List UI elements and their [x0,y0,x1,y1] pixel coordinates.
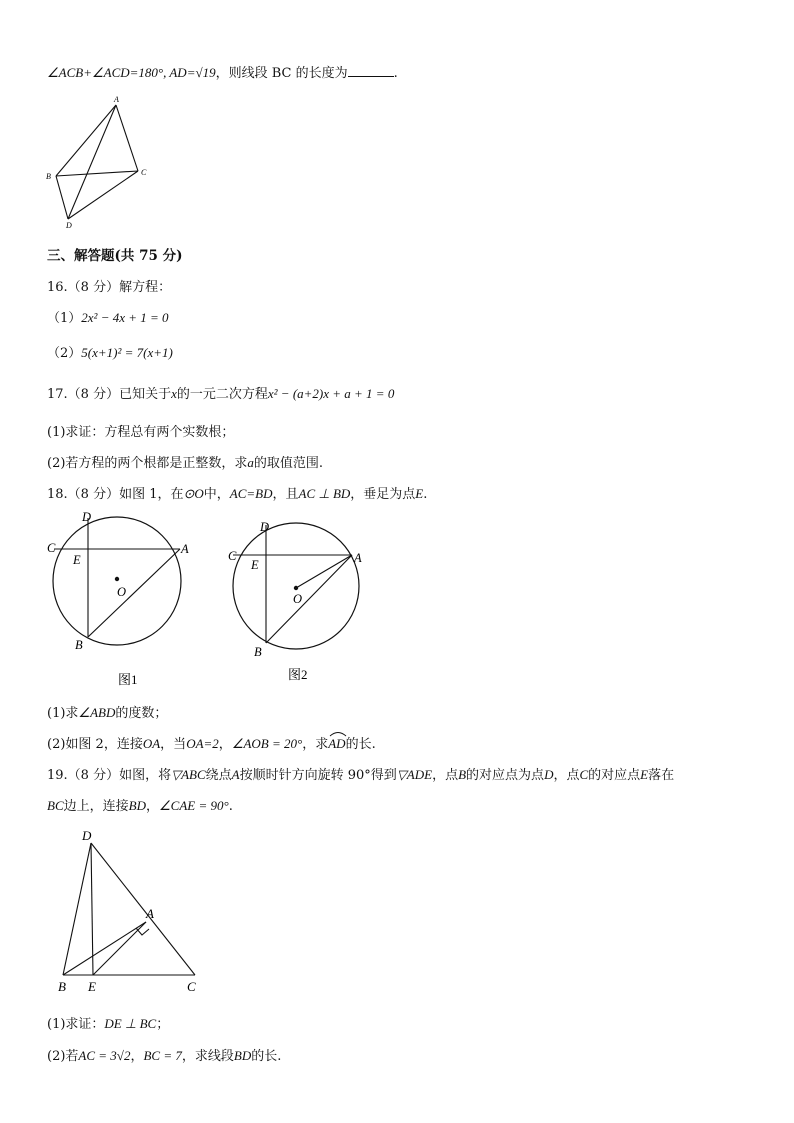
fig1-label-d: D [82,510,92,524]
q16-part2 [47,342,173,361]
fig1-label-e: E [73,553,81,567]
q16-stem: 16.（8 分）解方程： [47,280,172,295]
q19-stem-c: 按顺时针方向旋转 90°得到 [239,768,397,783]
answer-blank [348,64,394,77]
q19-label-d: D [82,828,92,843]
q19-tri2: ▽ADE [396,767,433,782]
q18-p1-angle: ∠ABD [78,705,116,720]
fig15-label-c: C [141,168,147,177]
q19-stem-h: 落在 [648,768,675,783]
q18-stem [47,483,427,502]
fig2-label-b: B [254,645,262,659]
q15-formula: ∠ACB+∠ACD=180°, AD=√19 [47,65,216,80]
q19-line2-angle: ∠CAE = 90° [159,798,229,813]
q19-stem-g: 的对应点 [588,768,641,783]
q19-stem-b: 绕点 [205,768,232,783]
q18-p2-e: 的长. [345,737,376,752]
q19-p1-a: (1)求证： [47,1017,105,1032]
q19-label-e: E [88,979,96,994]
q18-stem-d: ，垂足为点 [350,487,416,502]
fig2-label-o: O [293,592,303,606]
q17-stem-a: 17.（8 分）已知关于 [47,387,172,402]
fig2-label-c: C [228,549,237,563]
q18-point-e: E [415,486,424,501]
section3-title: 三、解答题(共 75 分) [47,248,183,264]
q18-p2-c: ， [218,737,232,752]
q19-pa: A [231,767,240,782]
q19-pb: B [458,767,467,782]
q15-figure [40,92,160,232]
q19-p2-b: ， [130,1049,144,1064]
q19-line2-e: . [228,799,233,814]
q19-p2-a: (2)若 [47,1049,79,1064]
q17-p2-a: (2)若方程的两个根都是正整数，求 [47,456,248,471]
q18-p1-b: 的度数； [115,706,168,721]
q18-stem-e: . [423,487,428,502]
q17-p2-b: 的取值范围. [253,456,324,471]
q19-line2-b: 边上，连接 [63,799,129,814]
q19-line2-a: BC [47,798,64,813]
q19-part1 [47,1013,169,1032]
q18-part1 [47,702,167,721]
q18-stem-a: 18.（8 分）如图 1，在 [47,487,184,502]
q16-p2-num: （2） [47,346,82,361]
q19-tri1: ▽ABC [171,767,206,782]
q19-part2 [47,1045,281,1064]
q19-p1-b: ； [156,1017,170,1032]
q16-p2-eq: 5(x+1)² = 7(x+1) [81,345,173,360]
q17-p2-var: a [247,455,254,470]
q15-text: ，则线段 BC 的长度为 [215,66,348,81]
q17-stem-b: 的一元二次方程 [176,387,268,402]
q19-stem-d: ，点 [432,768,459,783]
fig1-label-c: C [47,541,56,555]
q19-stem-a: 19.（8 分）如图，将 [47,768,172,783]
q16-p1-num: （1） [47,311,82,326]
fig1-label-a: A [181,542,189,556]
q15-tail-line [47,62,398,81]
q18-p2-arc-label: AD [328,736,346,751]
q19-label-a: A [146,906,154,921]
q18-p2-oaval: OA=2 [186,736,219,751]
q19-line2-d: ， [145,799,159,814]
q18-p1-a: (1)求 [47,706,79,721]
q18-figure1 [40,508,200,693]
q19-pd: D [544,767,554,782]
q18-circle: ⊙O [183,486,204,501]
q15-end: . [393,66,398,81]
q19-p2-bd: BD [233,1048,252,1063]
fig15-label-d: D [66,221,72,230]
q19-p2-c: ，求线段 [181,1049,234,1064]
fig2-label-d: D [260,520,270,534]
q19-line2-c: BD [128,798,146,813]
fig1-caption: 图1 [118,672,138,687]
fig2-label-e: E [251,558,259,572]
fig15-label-b: B [46,172,51,181]
q19-pe: E [640,767,649,782]
q19-p2-ac: AC = 3√2 [78,1048,131,1063]
q19-label-c: C [187,979,196,994]
q18-p2-oa: OA [142,736,161,751]
q18-p2-angle: ∠AOB = 20° [231,736,303,751]
q17-stem [47,383,394,402]
q18-cond2: AC ⊥ BD [298,486,351,501]
fig2-label-a: A [354,551,362,565]
q18-stem-b: 中， [203,487,230,502]
arc-symbol-icon [329,731,347,737]
q17-var: x [171,386,177,401]
q18-p2-a: (2)如图 2，连接 [47,737,143,752]
q18-figure2 [222,512,382,692]
q19-label-b: B [58,979,66,994]
q18-p2-arc [328,736,345,752]
q19-p2-d: 的长. [251,1049,282,1064]
q19-stem-line2 [47,795,233,814]
q18-part2 [47,733,376,752]
q17-part2 [47,452,323,471]
q16-part1 [47,307,169,326]
q18-cond1: AC=BD [229,486,273,501]
fig15-label-a: A [114,95,119,104]
q18-p2-d: ，求 [302,737,329,752]
q19-p2-bc: BC = 7 [143,1048,182,1063]
fig1-label-o: O [117,585,127,599]
q19-stem-e: 的对应点为点 [466,768,545,783]
fig2-caption: 图2 [288,667,308,682]
q19-stem-f: ，点 [553,768,580,783]
q17-part1: (1)求证：方程总有两个实数根； [47,425,235,440]
fig1-label-b: B [75,638,83,652]
q16-p1-eq: 2x² − 4x + 1 = 0 [81,310,169,325]
q19-stem-line1 [47,764,674,783]
q18-p2-b: ，当 [160,737,187,752]
q19-figure [50,825,210,1000]
q17-eq: x² − (a+2)x + a + 1 = 0 [267,386,395,401]
q19-p1-rel: DE ⊥ BC [104,1016,157,1031]
q18-stem-c: ，且 [272,487,299,502]
q19-pc: C [579,767,589,782]
